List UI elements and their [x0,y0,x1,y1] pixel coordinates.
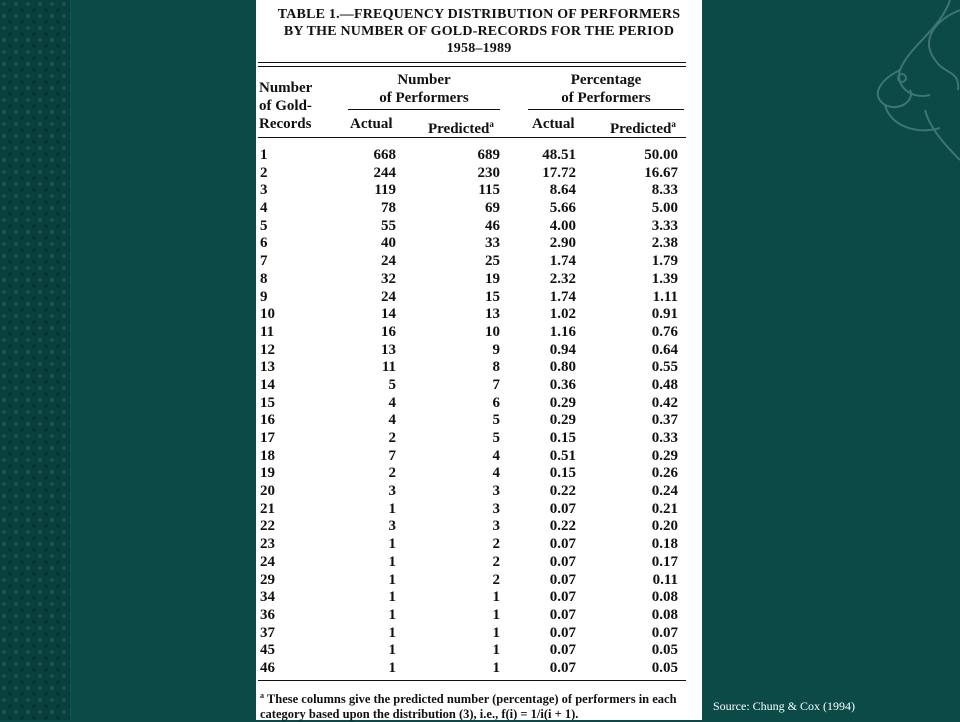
cell-predicted-pct: 0.08 [651,606,678,623]
cell-predicted-pct: 0.42 [651,394,678,411]
cell-actual-count: 1 [388,500,396,517]
cell-gold-records: 29 [260,571,275,588]
cell-predicted-count: 1 [492,659,500,676]
table-row [256,448,702,466]
table-row [256,377,702,395]
patterned-strip [0,0,71,720]
cell-actual-pct: 0.29 [549,412,576,429]
cell-actual-pct: 0.07 [549,536,576,553]
cell-actual-pct: 2.32 [549,270,576,287]
cell-actual-pct: 0.07 [549,589,576,606]
cell-actual-pct: 0.80 [549,359,576,376]
cell-predicted-count: 230 [477,164,500,181]
header-predicted-count: Predicted$^a$ [428,119,494,137]
cell-predicted-count: 1 [492,642,500,659]
cell-predicted-pct: 0.26 [651,465,678,482]
cell-gold-records: 14 [260,376,275,393]
cell-predicted-pct: 1.11 [652,288,678,305]
cell-gold-records: 10 [260,306,275,323]
cell-actual-pct: 5.66 [549,200,576,217]
cell-actual-pct: 8.64 [549,182,576,199]
table-row [256,465,702,483]
header-predicted-pct: Predicted$^a$ [610,119,676,137]
cell-actual-pct: 0.07 [549,571,576,588]
table-bottom-rule [258,680,686,681]
table-row [256,412,702,430]
cell-predicted-count: 689 [477,147,500,163]
cell-predicted-count: 5 [492,430,500,446]
cell-predicted-count: 69 [485,200,500,217]
cell-actual-pct: 0.51 [549,447,576,464]
cell-actual-pct: 1.16 [549,323,576,340]
cell-predicted-count: 115 [478,182,500,199]
cell-actual-count: 1 [388,659,396,676]
cell-predicted-count: 1 [492,606,500,623]
cell-actual-count: 3 [388,483,396,500]
phoenix-ornament-icon [840,0,960,180]
table-row [256,218,702,236]
table-row [256,642,702,660]
cell-predicted-pct: 0.64 [651,341,678,358]
header-actual-count: Actual [350,116,393,132]
cell-actual-pct: 0.07 [549,659,576,676]
cell-actual-pct: 1.74 [549,253,576,270]
cell-gold-records: 9 [260,288,268,305]
table-row [256,200,702,218]
cell-actual-pct: 17.72 [542,164,576,181]
cell-predicted-count: 25 [485,253,500,270]
table-row [256,165,702,183]
table-row [256,589,702,607]
cell-predicted-count: 4 [492,447,500,464]
table-row [256,536,702,554]
cell-predicted-pct: 0.05 [651,642,678,659]
cell-predicted-pct: 0.17 [651,553,678,570]
cell-gold-records: 3 [260,182,268,199]
table-row [256,289,702,307]
cell-actual-count: 1 [388,536,396,553]
cell-actual-pct: 0.07 [549,606,576,623]
cell-predicted-count: 33 [485,235,500,252]
source-citation: Source: Chung & Cox (1994) [713,699,855,713]
cell-predicted-count: 15 [485,288,500,305]
cell-actual-pct: 0.07 [549,624,576,641]
cell-predicted-pct: 0.76 [651,323,678,340]
cell-predicted-count: 13 [485,306,500,323]
cell-actual-pct: 1.74 [549,288,576,305]
cell-predicted-pct: 5.00 [651,200,678,217]
cell-actual-count: 78 [381,200,396,217]
cell-actual-pct: 0.07 [549,642,576,659]
table-row [256,147,702,165]
cell-actual-pct: 0.07 [549,500,576,517]
cell-gold-records: 2 [260,164,268,181]
cell-actual-count: 1 [388,571,396,588]
table-row [256,324,702,342]
cell-gold-records: 22 [260,518,275,535]
table-row [256,501,702,519]
cell-actual-pct: 0.29 [549,394,576,411]
cell-predicted-pct: 3.33 [651,217,678,234]
cell-predicted-count: 3 [492,483,500,500]
top-rule-thin [258,66,686,67]
table-row [256,572,702,590]
cell-gold-records: 37 [260,624,275,641]
cell-actual-count: 2 [388,465,396,482]
cell-predicted-pct: 0.91 [651,306,678,323]
table-row [256,483,702,501]
cell-predicted-pct: 0.48 [651,376,678,393]
top-rule [258,62,686,63]
table-row [256,430,702,448]
cell-actual-pct: 0.22 [549,518,576,535]
cell-actual-count: 668 [373,147,396,163]
table-title: TABLE 1.—FREQUENCY DISTRIBUTION OF PERFORMERS BY THE NUMBER OF GOLD-RECORDS FOR THE PERIOD 1958–1989 [277,7,681,56]
cell-actual-count: 13 [381,341,396,358]
table-body [256,147,702,678]
cell-actual-count: 2 [388,430,396,446]
cell-gold-records: 16 [260,412,275,429]
cell-predicted-pct: 0.18 [651,536,678,553]
cell-predicted-count: 10 [485,323,500,340]
cell-predicted-count: 4 [492,465,500,482]
table-row [256,342,702,360]
cell-gold-records: 17 [260,430,275,446]
cell-actual-pct: 0.15 [549,430,576,446]
cell-gold-records: 12 [260,341,275,358]
cell-predicted-pct: 0.29 [651,447,678,464]
cell-actual-count: 4 [388,394,396,411]
cell-actual-count: 7 [388,447,396,464]
cell-gold-records: 36 [260,606,275,623]
cell-actual-count: 1 [388,642,396,659]
cell-gold-records: 5 [260,217,268,234]
cell-predicted-count: 2 [492,571,500,588]
cell-actual-count: 40 [381,235,396,252]
cell-predicted-pct: 0.24 [651,483,678,500]
cell-gold-records: 34 [260,589,275,606]
cell-predicted-pct: 0.55 [651,359,678,376]
cell-gold-records: 8 [260,270,268,287]
cell-predicted-pct: 0.37 [651,412,678,429]
cell-gold-records: 4 [260,200,268,217]
header-actual-pct: Actual [532,116,575,132]
cell-predicted-pct: 0.33 [651,430,678,446]
cell-actual-pct: 0.36 [549,376,576,393]
cell-actual-count: 16 [381,323,396,340]
cell-actual-count: 1 [388,589,396,606]
cell-actual-count: 1 [388,624,396,641]
table-row [256,182,702,200]
cell-predicted-count: 19 [485,270,500,287]
cell-gold-records: 18 [260,447,275,464]
cell-actual-count: 24 [381,253,396,270]
cell-gold-records: 15 [260,394,275,411]
percentage-group-rule [528,109,684,110]
cell-gold-records: 24 [260,553,275,570]
cell-predicted-pct: 2.38 [651,235,678,252]
cell-predicted-count: 3 [492,518,500,535]
performers-group-rule [348,109,500,110]
cell-actual-pct: 4.00 [549,217,576,234]
cell-actual-pct: 2.90 [549,235,576,252]
cell-actual-count: 119 [374,182,396,199]
cell-predicted-count: 8 [492,359,500,376]
cell-actual-count: 32 [381,270,396,287]
cell-actual-count: 24 [381,288,396,305]
cell-actual-count: 14 [381,306,396,323]
table-row [256,607,702,625]
cell-actual-pct: 0.15 [549,465,576,482]
cell-predicted-pct: 0.08 [651,589,678,606]
cell-gold-records: 11 [260,323,275,340]
cell-gold-records: 13 [260,359,275,376]
header-number-of-performers: Number of Performers [379,72,469,106]
cell-actual-count: 4 [388,412,396,429]
cell-predicted-count: 3 [492,500,500,517]
cell-actual-count: 11 [381,359,396,376]
cell-predicted-count: 1 [492,589,500,606]
cell-predicted-pct: 0.11 [652,571,678,588]
cell-actual-count: 55 [381,217,396,234]
cell-actual-pct: 0.22 [549,483,576,500]
cell-predicted-pct: 50.00 [644,147,678,163]
cell-gold-records: 1 [260,147,268,163]
header-percentage-of-performers: Percentage of Performers [561,72,651,106]
table-document [256,0,702,720]
cell-actual-pct: 48.51 [542,147,576,163]
cell-predicted-count: 9 [492,341,500,358]
cell-predicted-count: 7 [492,376,500,393]
table-row [256,271,702,289]
cell-gold-records: 6 [260,235,268,252]
cell-predicted-pct: 0.21 [651,500,678,517]
cell-gold-records: 46 [260,659,275,676]
cell-actual-pct: 0.94 [549,341,576,358]
cell-gold-records: 23 [260,536,275,553]
table-row [256,625,702,643]
cell-predicted-count: 46 [485,217,500,234]
cell-gold-records: 19 [260,465,275,482]
cell-predicted-count: 1 [492,624,500,641]
table-row [256,518,702,536]
cell-predicted-pct: 0.07 [651,624,678,641]
table-row [256,253,702,271]
cell-predicted-pct: 8.33 [651,182,678,199]
table-row [256,359,702,377]
cell-actual-count: 5 [388,376,396,393]
cell-gold-records: 45 [260,642,275,659]
table-row [256,235,702,253]
table-footnote: $^a$ These columns give the predicted number (percentage) of performers in each category based upon the distribution (3), i.e., f(i) = 1/i(i + 1). [260,691,677,721]
cell-gold-records: 7 [260,253,268,270]
cell-gold-records: 20 [260,483,275,500]
cell-predicted-count: 2 [492,536,500,553]
cell-predicted-count: 5 [492,412,500,429]
header-number-of-gold-records: Number of Gold- Records [259,80,313,132]
cell-predicted-pct: 16.67 [644,164,678,181]
cell-actual-pct: 0.07 [549,553,576,570]
cell-predicted-count: 6 [492,394,500,411]
cell-predicted-pct: 1.79 [651,253,678,270]
cell-actual-count: 244 [373,164,396,181]
cell-predicted-pct: 0.05 [651,659,678,676]
header-bottom-rule [258,137,686,138]
cell-predicted-pct: 0.20 [651,518,678,535]
cell-predicted-pct: 1.39 [651,270,678,287]
cell-actual-pct: 1.02 [549,306,576,323]
cell-actual-count: 1 [388,606,396,623]
table-row [256,395,702,413]
cell-actual-count: 3 [388,518,396,535]
cell-gold-records: 21 [260,500,275,517]
cell-predicted-count: 2 [492,553,500,570]
table-row [256,660,702,678]
cell-actual-count: 1 [388,553,396,570]
table-row [256,306,702,324]
table-row [256,554,702,572]
